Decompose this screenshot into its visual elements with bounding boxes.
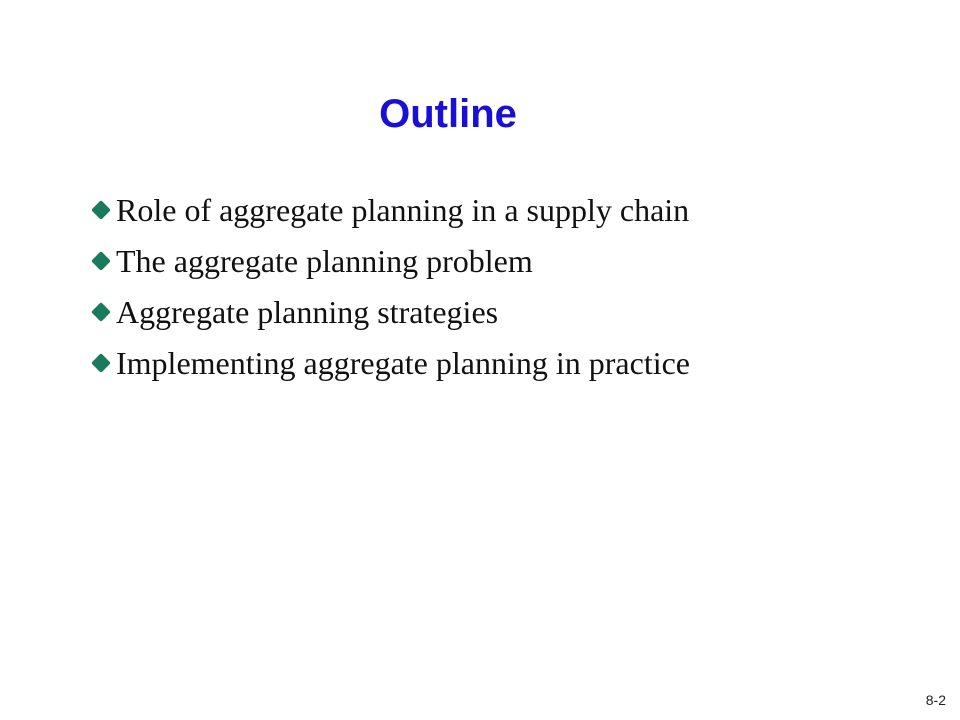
bullet-text: Role of aggregate planning in a supply chain (116, 191, 690, 228)
bullet-text: Aggregate planning strategies (116, 293, 499, 330)
diamond-bullet-icon (91, 200, 111, 220)
slide-title: Outline (379, 92, 517, 136)
bullet-text: The aggregate planning problem (116, 242, 533, 279)
page-number: 8-2 (925, 692, 946, 708)
diamond-bullet-icon (91, 302, 111, 322)
bullet-text: Implementing aggregate planning in practice (116, 344, 690, 381)
list-item (94, 286, 690, 337)
diamond-bullet-icon (91, 251, 111, 271)
list-item (94, 337, 690, 388)
list-item (94, 184, 690, 235)
list-item (94, 235, 690, 286)
diamond-bullet-icon (91, 353, 111, 373)
bullet-list (94, 184, 690, 388)
